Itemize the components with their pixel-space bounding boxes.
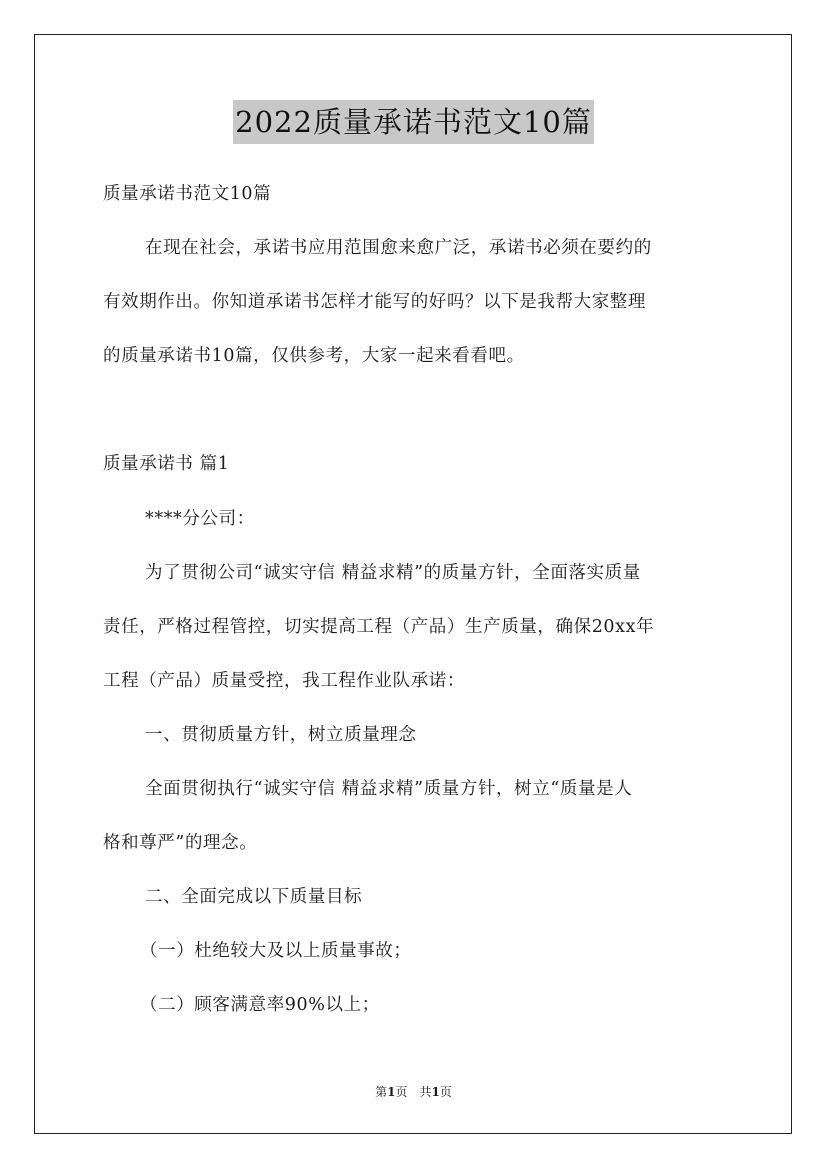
point1-body-line-2: 格和尊严”的理念。 xyxy=(103,833,258,853)
intro-line-2: 有效期作出。你知道承诺书怎样才能写的好吗？以下是我帮大家整理 xyxy=(103,292,646,312)
list-item: （一）杜绝较大及以上质量事故； xyxy=(140,941,412,961)
footer-suffix: 页 xyxy=(439,1085,452,1099)
document-title: 2022质量承诺书范文10篇 xyxy=(233,100,594,144)
subtitle: 质量承诺书范文10篇 xyxy=(103,184,272,204)
page-footer xyxy=(0,1084,827,1100)
body-line-1: 为了贯彻公司“诚实守信 精益求精”的质量方针，全面落实质量 xyxy=(145,563,641,583)
intro-line-1: 在现在社会，承诺书应用范围愈来愈广泛，承诺书必须在要约的 xyxy=(145,238,652,258)
intro-line-3: 的质量承诺书10篇，仅供参考，大家一起来看看吧。 xyxy=(103,346,525,366)
salutation: ****分公司： xyxy=(145,509,255,529)
footer-prefix: 第 xyxy=(375,1085,388,1099)
footer-page-total: 1 xyxy=(431,1085,440,1099)
footer-page-number: 1 xyxy=(387,1085,396,1099)
point1-heading: 一、贯彻质量方针，树立质量理念 xyxy=(145,725,417,745)
point1-body-line-1: 全面贯彻执行“诚实守信 精益求精”质量方针，树立“质量是人 xyxy=(145,779,633,799)
point2-heading: 二、全面完成以下质量目标 xyxy=(145,887,363,907)
title-wrapper xyxy=(0,100,827,144)
body-line-2: 责任，严格过程管控，切实提高工程（产品）生产质量，确保20xx年 xyxy=(103,617,655,637)
body-line-3: 工程（产品）质量受控，我工程作业队承诺： xyxy=(103,671,465,691)
section-heading: 质量承诺书 篇1 xyxy=(103,454,230,474)
list-item: （二）顾客满意率90%以上； xyxy=(140,995,380,1015)
footer-mid: 页 共 xyxy=(395,1085,432,1099)
